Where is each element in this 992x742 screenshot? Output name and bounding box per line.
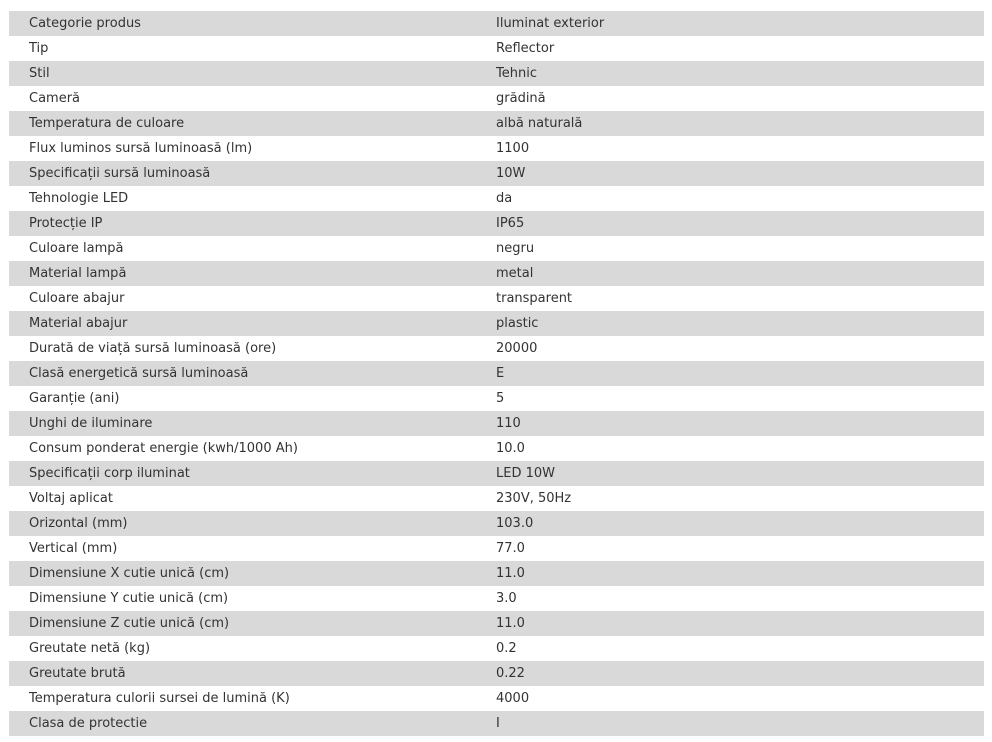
spec-row	[9, 336, 984, 361]
spec-row	[9, 411, 984, 436]
spec-row	[9, 486, 984, 511]
spec-value: E	[476, 361, 984, 386]
spec-value: 0.22	[476, 661, 984, 686]
spec-label: Material abajur	[9, 311, 476, 336]
spec-row	[9, 361, 984, 386]
spec-row	[9, 586, 984, 611]
spec-label: Orizontal (mm)	[9, 511, 476, 536]
spec-label: Vertical (mm)	[9, 536, 476, 561]
spec-label: Cameră	[9, 86, 476, 111]
spec-value: 1100	[476, 136, 984, 161]
spec-value: LED 10W	[476, 461, 984, 486]
spec-label: Voltaj aplicat	[9, 486, 476, 511]
spec-value: 77.0	[476, 536, 984, 561]
spec-label: Unghi de iluminare	[9, 411, 476, 436]
specs-table-body	[9, 11, 984, 736]
spec-label: Culoare lampă	[9, 236, 476, 261]
spec-row	[9, 211, 984, 236]
spec-label: Greutate netă (kg)	[9, 636, 476, 661]
spec-value: negru	[476, 236, 984, 261]
spec-label: Culoare abajur	[9, 286, 476, 311]
spec-row	[9, 661, 984, 686]
spec-label: Protecție IP	[9, 211, 476, 236]
spec-row	[9, 186, 984, 211]
spec-value: 11.0	[476, 611, 984, 636]
spec-label: Dimensiune Y cutie unică (cm)	[9, 586, 476, 611]
spec-label: Clasă energetică sursă luminoasă	[9, 361, 476, 386]
spec-row	[9, 61, 984, 86]
spec-value: 230V, 50Hz	[476, 486, 984, 511]
spec-value: metal	[476, 261, 984, 286]
spec-row	[9, 286, 984, 311]
spec-row	[9, 461, 984, 486]
spec-value: Reflector	[476, 36, 984, 61]
spec-row	[9, 311, 984, 336]
spec-label: Stil	[9, 61, 476, 86]
spec-row	[9, 161, 984, 186]
spec-value: 10.0	[476, 436, 984, 461]
spec-row	[9, 36, 984, 61]
spec-row	[9, 436, 984, 461]
spec-label: Specificații sursă luminoasă	[9, 161, 476, 186]
spec-row	[9, 236, 984, 261]
spec-label: Durată de viață sursă luminoasă (ore)	[9, 336, 476, 361]
spec-label: Categorie produs	[9, 11, 476, 36]
spec-value: IP65	[476, 211, 984, 236]
spec-row	[9, 611, 984, 636]
spec-value: 11.0	[476, 561, 984, 586]
spec-value: albă naturală	[476, 111, 984, 136]
spec-value: 20000	[476, 336, 984, 361]
spec-label: Dimensiune Z cutie unică (cm)	[9, 611, 476, 636]
spec-value: Tehnic	[476, 61, 984, 86]
spec-row	[9, 561, 984, 586]
spec-row	[9, 386, 984, 411]
spec-value: 3.0	[476, 586, 984, 611]
spec-label: Consum ponderat energie (kwh/1000 Ah)	[9, 436, 476, 461]
spec-label: Dimensiune X cutie unică (cm)	[9, 561, 476, 586]
spec-value: 4000	[476, 686, 984, 711]
spec-label: Tip	[9, 36, 476, 61]
spec-row	[9, 261, 984, 286]
product-specs-table	[9, 11, 984, 736]
spec-label: Material lampă	[9, 261, 476, 286]
spec-label: Specificații corp iluminat	[9, 461, 476, 486]
spec-row	[9, 636, 984, 661]
spec-value: plastic	[476, 311, 984, 336]
spec-label: Temperatura de culoare	[9, 111, 476, 136]
spec-value: 110	[476, 411, 984, 436]
spec-value: grădină	[476, 86, 984, 111]
spec-row	[9, 536, 984, 561]
spec-row	[9, 111, 984, 136]
spec-row	[9, 511, 984, 536]
spec-value: I	[476, 711, 984, 736]
spec-label: Garanție (ani)	[9, 386, 476, 411]
spec-label: Clasa de protectie	[9, 711, 476, 736]
spec-label: Tehnologie LED	[9, 186, 476, 211]
spec-value: 0.2	[476, 636, 984, 661]
spec-row	[9, 686, 984, 711]
spec-row	[9, 711, 984, 736]
spec-value: 103.0	[476, 511, 984, 536]
spec-label: Flux luminos sursă luminoasă (lm)	[9, 136, 476, 161]
spec-row	[9, 136, 984, 161]
spec-row	[9, 11, 984, 36]
spec-label: Temperatura culorii sursei de lumină (K)	[9, 686, 476, 711]
spec-row	[9, 86, 984, 111]
spec-value: transparent	[476, 286, 984, 311]
spec-value: da	[476, 186, 984, 211]
spec-value: 5	[476, 386, 984, 411]
spec-label: Greutate brută	[9, 661, 476, 686]
spec-value: Iluminat exterior	[476, 11, 984, 36]
spec-value: 10W	[476, 161, 984, 186]
